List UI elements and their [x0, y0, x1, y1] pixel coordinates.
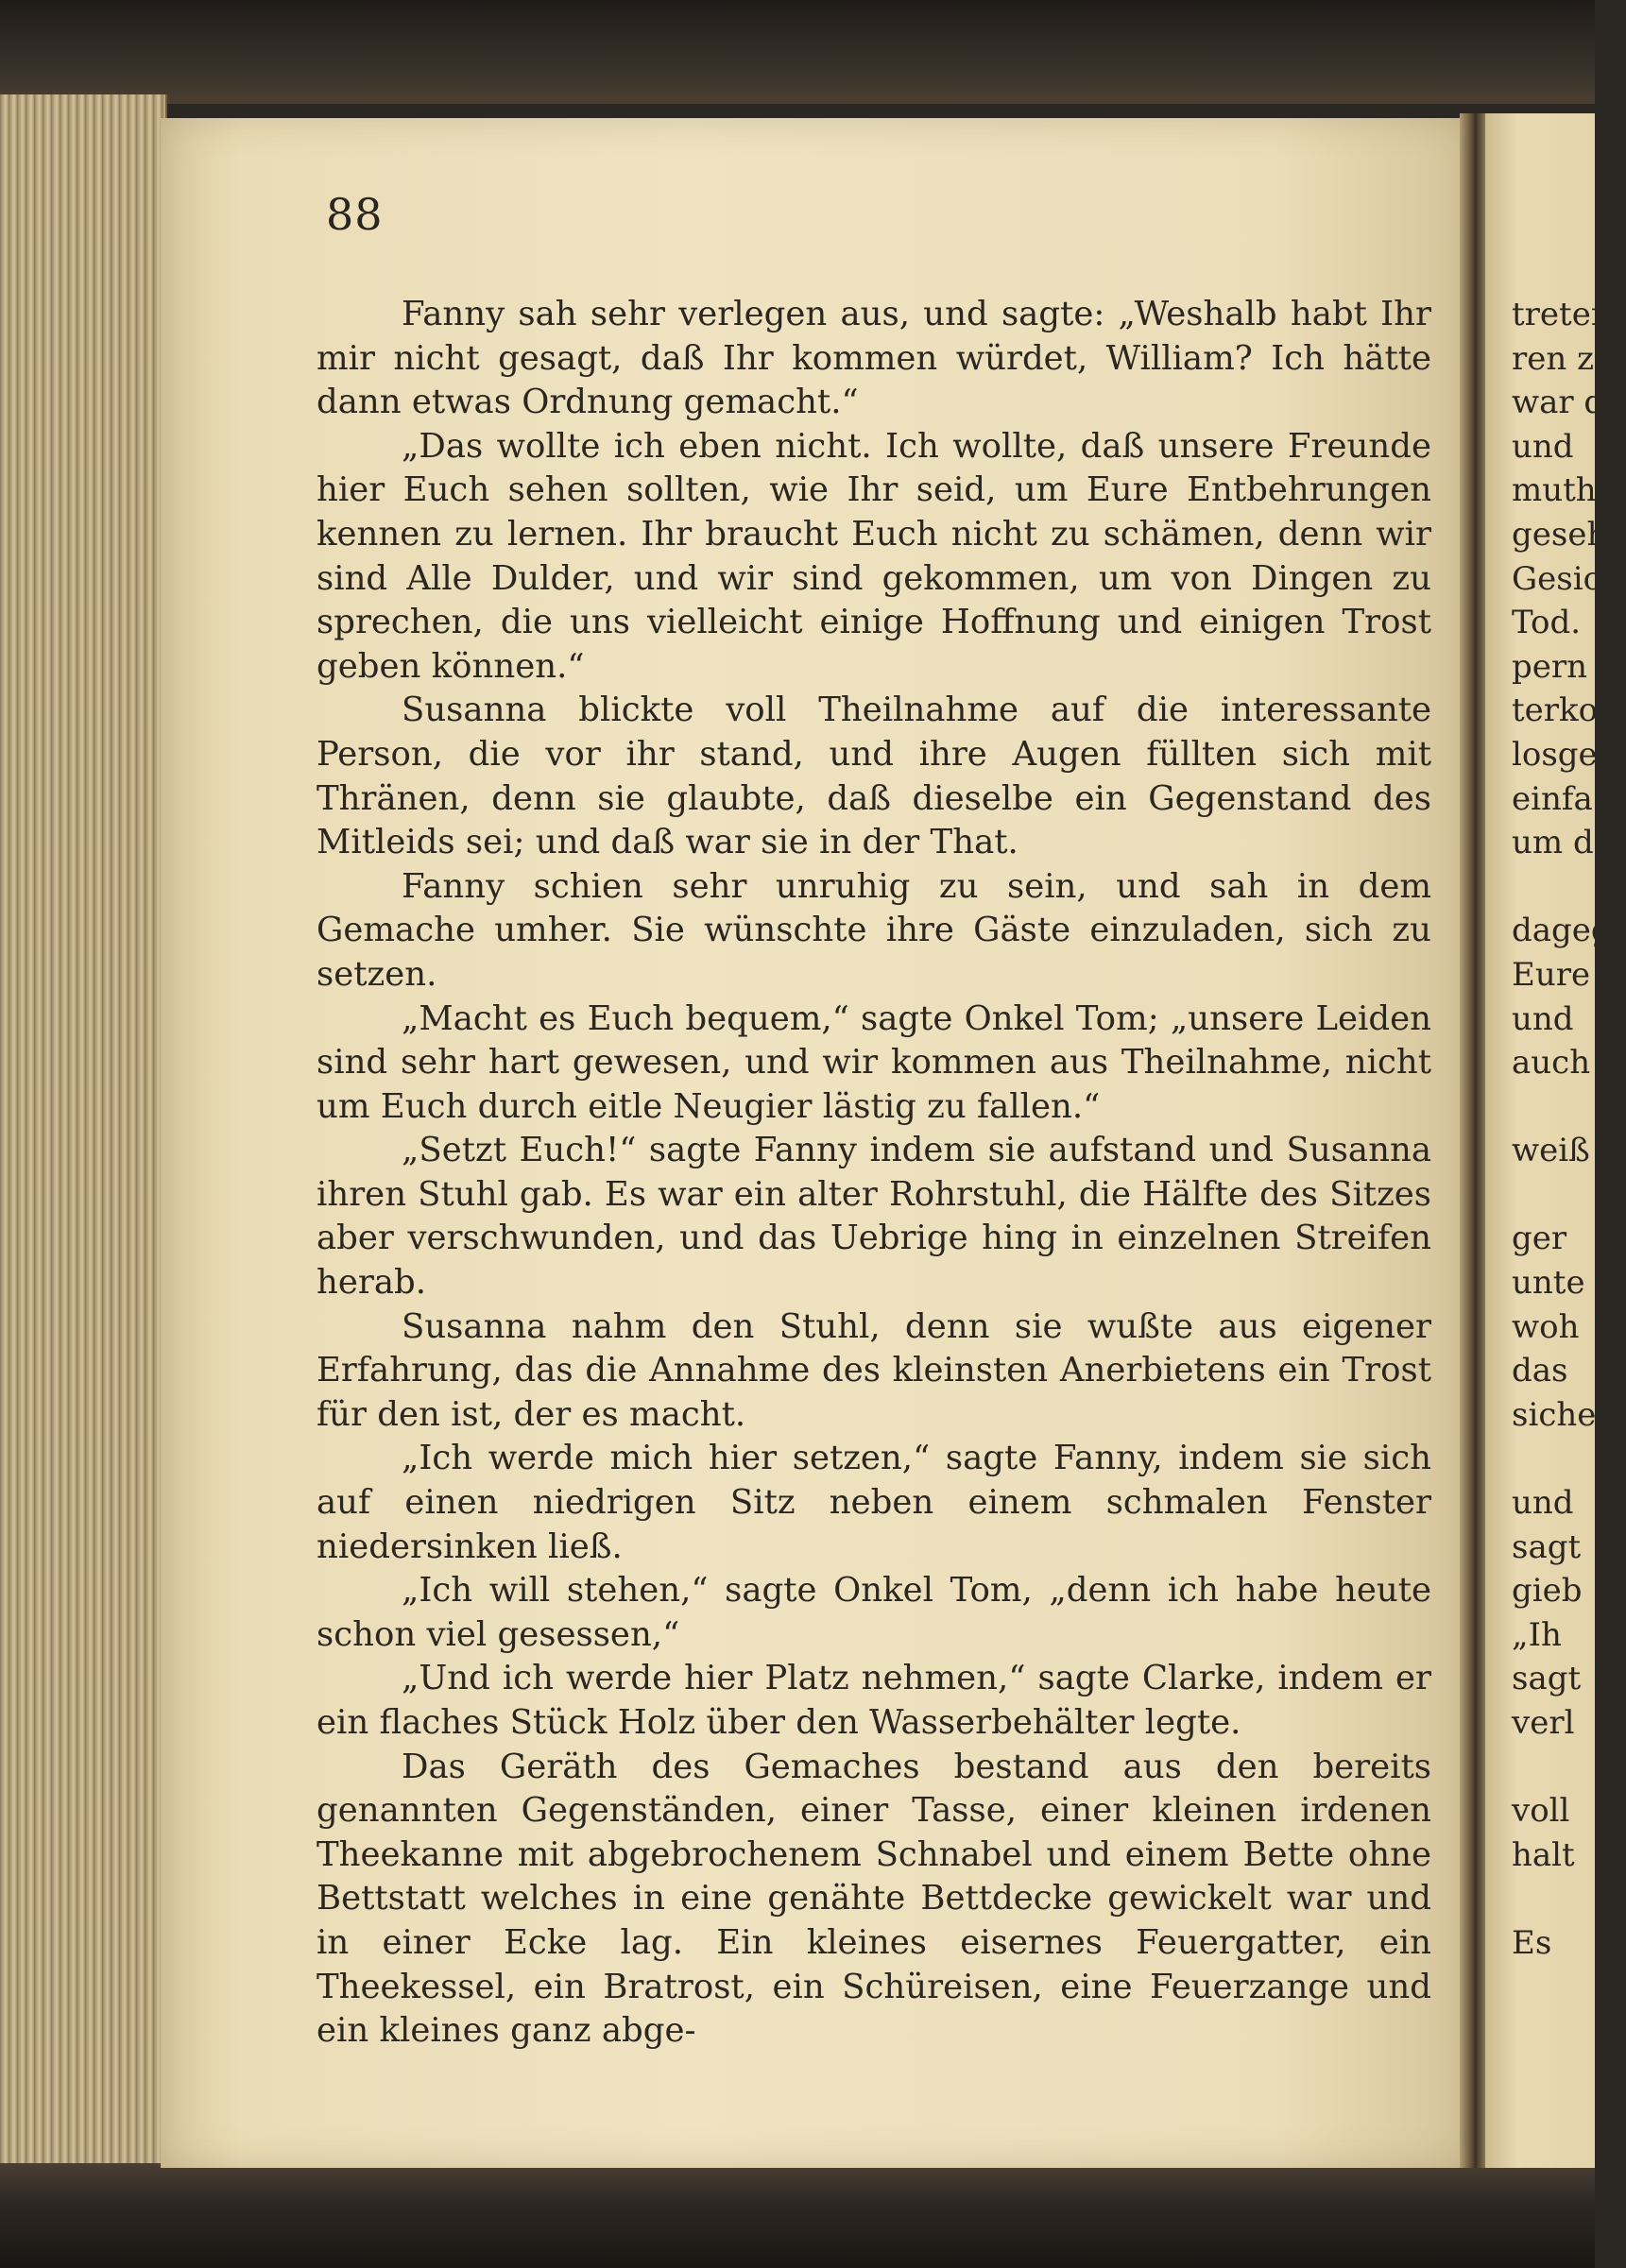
- paragraph: Das Geräth des Gemaches bestand aus den bereits genannten Gegenständen, einer Tasse, einer kleinen irdenen Theekanne mit abgebrochenem Schnabel und einem Bette ohne Bettstatt welches in eine genähte Bettdecke gewickelt war und in einer Ecke lag. Ein kleines eisernes Feuergatter, ein Theekessel, ein Bratrost, ein Schüreisen, eine Feuerzange und ein kleines ganz abge-: [317, 1747, 1431, 2051]
- paragraph: Susanna nahm den Stuhl, denn sie wußte aus eigener Erfahrung, das die Annahme des kleinsten Anerbietens ein Trost für den ist, der es macht.: [317, 1306, 1431, 1434]
- facing-page-line: unte: [1512, 1264, 1585, 1303]
- facing-page-line: auch: [1512, 1044, 1591, 1083]
- paragraph: „Und ich werde hier Platz nehmen,“ sagte Clarke, indem er ein flaches Stück Holz über den Wasserbehälter legte.: [317, 1659, 1431, 1742]
- facing-page-text: [1512, 293, 1626, 1966]
- book-cover-top-edge: [0, 0, 1595, 104]
- facing-page-line: dageg: [1512, 912, 1612, 950]
- facing-page-line: gesehe: [1512, 515, 1626, 554]
- page-edges-left: [0, 94, 167, 2173]
- right-page-partial: [1485, 113, 1626, 2168]
- paragraph: „Das wollte ich eben nicht. Ich wollte, daß unsere Freunde hier Euch sehen sollten, wie Ihr seid, um Eure Entbehrungen kennen zu lernen. Ihr braucht Euch nicht zu schämen, denn wir sind Alle Dulder, und wir sind gekommen, um von Dingen zu sprechen, die uns vielleicht einige Hoffnung und einigen Trost geben können.“: [317, 426, 1431, 686]
- facing-page-line: und: [1512, 999, 1574, 1038]
- paragraph: Fanny schien sehr unruhig zu sein, und sah in dem Gemache umher. Sie wünschte ihre Gäste einzuladen, sich zu setzen.: [317, 866, 1431, 994]
- facing-page-line: siche: [1512, 1395, 1597, 1434]
- facing-page-line: pern: [1512, 647, 1588, 686]
- facing-page-line: [1512, 865, 1597, 910]
- paragraph: „Ich will stehen,“ sagte Onkel Tom, „denn ich habe heute schon viel gesessen,“: [317, 1571, 1431, 1654]
- facing-page-line: verl: [1512, 1704, 1575, 1742]
- facing-page-line: Gesich: [1512, 559, 1622, 598]
- body-text: [317, 293, 1431, 2054]
- facing-page-line: Eure: [1512, 955, 1591, 994]
- facing-page-line: [1512, 1746, 1597, 1790]
- facing-page-line: Tod.: [1512, 604, 1582, 642]
- facing-page-line: [1512, 1437, 1597, 1481]
- facing-page-line: woh: [1512, 1307, 1580, 1346]
- paragraph: „Setzt Euch!“ sagte Fanny indem sie aufstand und Susanna ihren Stuhl gab. Es war ein alter Rohrstuhl, die Hälfte des Sitzes aber verschwunden, und das Uebrige hing in einzelnen Streifen herab.: [317, 1131, 1431, 1303]
- book-cover-bottom-edge: [0, 2163, 1595, 2268]
- facing-page-line: und: [1512, 427, 1574, 466]
- facing-page-line: einfa: [1512, 779, 1593, 818]
- paragraph: „Ich werde mich hier setzen,“ sagte Fanny, indem sie sich auf einen niedrigen Sitz neben einem schmalen Fenster niedersinken ließ.: [317, 1439, 1431, 1566]
- facing-page-line: Es: [1512, 1923, 1552, 1962]
- facing-page-line: und: [1512, 1484, 1574, 1523]
- facing-page-line: das: [1512, 1352, 1568, 1390]
- facing-page-line: weiß: [1512, 1132, 1590, 1170]
- paragraph: Susanna blickte voll Theilnahme auf die interessante Person, die vor ihr stand, und ihre Augen füllten sich mit Thränen, denn sie glaubte, daß dieselbe ein Gegenstand des Mitleids sei; und daß war sie in der That.: [317, 691, 1431, 862]
- facing-page-line: war d: [1512, 384, 1605, 422]
- facing-page-line: ger: [1512, 1219, 1567, 1258]
- facing-page-line: [1512, 1085, 1597, 1130]
- facing-page-line: muth: [1512, 471, 1597, 510]
- facing-page-line: gieb: [1512, 1572, 1583, 1611]
- facing-page-line: terkop: [1512, 691, 1618, 730]
- page-number: 88: [326, 189, 384, 240]
- facing-page-line: sagt: [1512, 1660, 1582, 1698]
- paragraph: „Macht es Euch bequem,“ sagte Onkel Tom; „unsere Leiden sind sehr hart gewesen, und wir kommen aus Theilnahme, nicht um Euch durch eitle Neugier lästig zu fallen.“: [317, 998, 1431, 1126]
- facing-page-line: „Ih: [1512, 1615, 1562, 1654]
- facing-page-line: [1512, 1173, 1597, 1218]
- facing-page-line: sagt: [1512, 1527, 1582, 1566]
- facing-page-line: voll: [1512, 1792, 1570, 1831]
- facing-page-line: losge: [1512, 735, 1598, 774]
- facing-page-line: ren ze: [1512, 339, 1614, 378]
- book-gutter: [1460, 113, 1488, 2168]
- facing-page-line: halt: [1512, 1835, 1575, 1874]
- facing-page-line: [1512, 1877, 1597, 1921]
- paragraph: Fanny sah sehr verlegen aus, und sagte: „Weshalb habt Ihr mir nicht gesagt, daß Ihr kommen würdet, William? Ich hätte dann etwas Ordnung gemacht.“: [317, 295, 1431, 422]
- facing-page-line: treten: [1512, 296, 1612, 333]
- facing-page-line: um d: [1512, 824, 1594, 862]
